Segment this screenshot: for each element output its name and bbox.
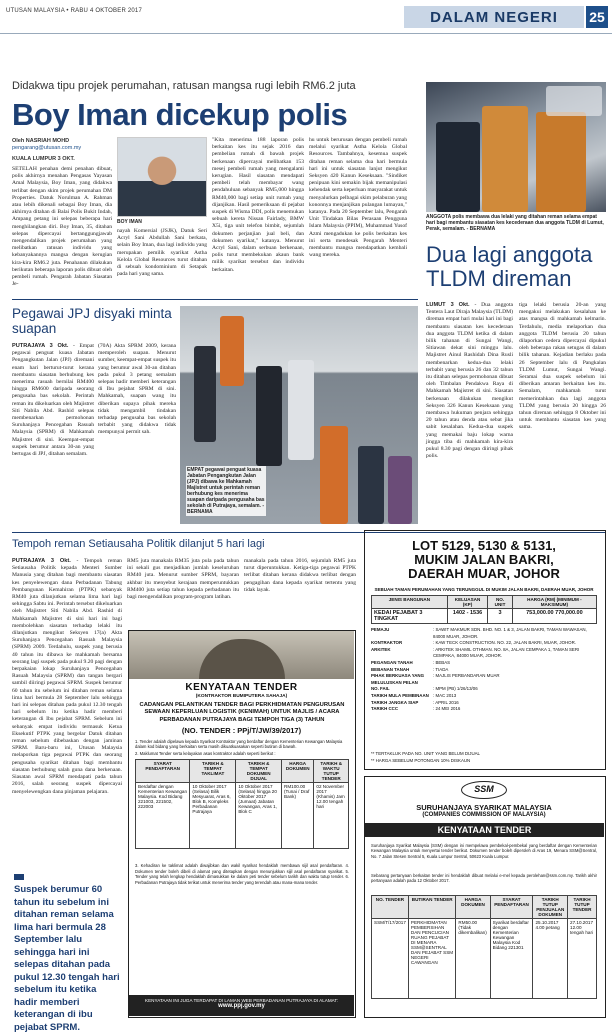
ad-detail-row [371,693,597,700]
page-header [0,0,612,34]
person-figure [358,446,384,524]
pull-quote: Suspek berumur 60 tahun itu sebelum ini ditahan reman selama lima hari bermula 28 September lalu sehingga hari ini selepas ditahan pada pukul 12.30 tengah hari sebelum itu ketika hadir memberi keterangan di ibu pejabat SPRM. [14,884,120,1033]
story2-headline: Dua lagi anggota TLDM direman [426,242,593,291]
col-header: KELUASAN (KP) [447,596,488,609]
table-cell: 10 Oktober 2017 (Selasa) Bilik Mesyuarat, Aras 6, Blok B, Kompleks Perbadanan Putrajaya [190,783,236,849]
story3-col2: (70A) Akta SPRM 2009, kerana memperoleh suapan. Menurut sumber, keempat-empat suspek itu yang berumur awal 30-an ditahan pada pukul 3 petang semalam selepas hadir memberi keterangan di Ibu pejabat SPRM di sini. Mahkamah, suapan wang itu diberikan supaya pihak mereka tidak mengambil tindakan terhadap pengusaha bas sekolah terbabit yang didakwa tidak mempunyai permit sah. [98,343,176,436]
ad-detail-row [371,673,597,686]
ad-detail-label: TARIKH MULA PEMBINAAN [371,692,429,698]
tender-intro2: 2. Maklumat Tender serta kelayakan asas kontraktor adalah seperti berikut : [135,751,276,756]
ad-detail-label: NO. FAIL [371,686,390,692]
ad-detail-value: : 24 MEI 2016 [433,706,461,712]
ad-detail-label: ARKITEK [371,646,391,652]
ad-detail-label: KONTRAKTOR [371,640,403,646]
tender-title: KENYATAAN TENDER [185,682,298,693]
table-cell: 25.10.2017 4.00 petang [533,919,568,999]
person-figure [194,346,216,442]
page-number: 25 [586,6,608,28]
story3-headline: Pegawai JPJ disyaki minta suapan [12,306,172,336]
story3-col1-text: - Empat pegawai penguat kuasa Jabatan Pengangkutan Jalan (JPJ) diremani enam hari berturut-turut kerana membantu siasatan berhubung kes menerima rasuah bernilai RM400 hingga RM600 daripada seorang pengusaha bas sekolah. Perintah reman itu dikeluarkan oleh Majistret Siti Nabila Abd. Rashid selepas membenarkan permohonan Suruhanjaya Pencegahan Rasuah Malaysia (SPRM) di Mahkamah Majistret di sini. Keempat-empat suspek berumur antara 30-an yang bertugas di JPJ, ditahan semalam. [12,343,94,458]
story2-dateline: LUMUT 3 Okt. [426,302,470,308]
tender-intro: 1. Tender adalah dipelawa kepada Syarikat Kontraktor yang berdaftar dengan Kementerian Kewangan Malaysia dalam kod bidang yang berkaitan serta masih dikuatkuasakan seperti butiran di bawah. [135,739,343,750]
land-sale-ad [364,530,606,770]
website-link[interactable]: www.ppj.gov.my [218,1003,265,1009]
tender-number: (NO. TENDER : PPj/T/JW/39/2017) [181,726,302,735]
suspect-figure [482,106,528,212]
ssm-org-name: SURUHANJAYA SYARIKAT MALAYSIA [416,803,552,812]
ad-detail-value: : SAWIT MAKMUR SDN. BHD. NO. 1 & 3, JALAN BAKRI, TAMAN WAWASAN, 84000 MUAR, JOHOR. [433,627,587,639]
story4-dateline: PUTRAJAYA 3 Okt. [12,558,71,564]
table-cell: 27.10.2017 12.00 tengah hari [568,919,597,999]
ad-detail-row [371,647,597,660]
story2-col1-text: - Dua anggota Tentera Laut Diraja Malaysia (TLDM) direman empat hari mulai hari ini bagi membantu siasatan kes kecederaan dua anggota TLDM ketika di dalam bilik tahanan di Sungai Wangi, Sitiawan dekat sini minggu lalu. Majistret Ainul Rashidah Dina Rusli membenarkan kedua-dua lelaki terbabit yang berusia 26 dan 32 tahun itu ditahan selepas permohonan dibuat oleh Timbalan Pendakwa Raya di Mahkamah Majistret di sini. Siasatan berkenaan dilakukan mengikut Seksyen 326 Kanun Keseksaan yang membawa hukuman penjara sehingga 20 tahun atau denda atau sebat jika sabit kesalahan. Kedua-dua suspek yang memakai baju lokap warna jingga tiba di mahkamah kira-kira pukul 8.30 pagi dengan diiringi pihak polis. [426,302,514,460]
portrait-caption: BOY IMAN [117,219,142,225]
ad-detail-row [371,667,597,674]
building-banner-image [129,631,354,679]
ad-detail-row [371,627,597,640]
boy-iman-portrait [117,137,207,217]
pull-quote-marker [14,874,24,880]
ad-details-list [371,627,597,713]
col-header: TARIKH TUTUP TENDER [568,896,597,919]
table-cell: 02 November 2017 (Khamis) Jam 12.00 tengah hari [314,783,349,849]
section-label: DALAM NEGERI [404,6,584,28]
story4-headline: Tempoh reman Setiausaha Politik dilanjut 5 hari lagi [12,538,265,550]
col-header: JENIS BANGUNAN [372,596,448,609]
ad-title-line2: MUKIM JALAN BAKRI, [414,552,554,567]
col-header: HARGA (RM) (MINIMUM - MAKSIMUM) [512,596,596,609]
tldm-photo-caption: ANGGOTA polis membawa dua lelaki yang ditahan reman selama empat hari bagi membantu siasatan kes kecederaan dua anggota TLDM di Lumut, Perak, semalam. - BERNAMA [426,214,604,232]
ad-detail-label: TARIKH JANGKA SIAP [371,699,419,705]
table-cell: SSM/T/17/2017 [372,919,409,999]
ad-detail-value: : ARKITEK SHAMIL OTHMAN. NO. 8A, JALAN CEMPAKA 1, TAMAN SERI CEMPAKA, 84000 MUAR, JOHOR. [433,646,580,659]
ad-detail-value: : MAJLIS PERBANDARAN MUAR [433,673,500,679]
col-header: HARGA DOKUMEN [456,896,490,919]
story1-col4: hu untuk berurusan dengan pembeli rumah melalui syarikat Astha Kelola Global Resources. Tambahnya, kesemua suspek ditahan reman selama dua hari bermula hari ini untuk siasatan lanjut mengikut Seksyen 420 Kanun Keseksaan. "Sindiket penipuan kini semakin bijak memanipulasi kehendak serta keperluan masyarakat untuk menyalurkan pelbagai skim pelaburan yang kononnya menjanjikan pulangan lumayan," katanya. Pada 20 September lalu, Pengarah Unit Tindakan Bilas Perasaan Pengguna Islam Malaysia (PPIM), Muhammad Yusof Azmi mengadukan ke polis berkaitan kes ini serta mendesak Pengarah Menteri membantu mangsa mendapatkan kembali wang mereka. [309,137,407,259]
ad-detail-row [371,706,597,713]
tldm-court-photo [426,82,606,212]
ssm-org-name-en: (COMPANIES COMMISSION OF MALAYSIA) [422,812,546,818]
col-header: SYARAT PENDAFTARAN [136,760,190,783]
ppj-tender-ad [128,630,356,1018]
ad-detail-label: BEBANAN TANAH [371,666,410,672]
table-cell: KEDAI PEJABAT 3 TINGKAT [372,609,448,624]
ad-footnote: ** TERTAKLUK PADA NO. UNIT YANG BELUM DIJUAL [371,751,480,756]
table-cell: PERKHIDMATAN PEMBERSIHAN DAN PENCUCIAN RUANG PEJABAT DI MENARA SSM@SENTRAL DAN PEJABAT SSM NEGERI CAWANGAN [408,919,456,999]
col-header: SYARAT PENDAFTARAN [490,896,533,919]
table-cell: 3 [488,609,513,624]
story4-col3: manakala pada tahun 2016, sejumlah RM5 juta turut diperuntukkan. Ketiga-tiga pegawai PTPK terlibat ditahan kerana didakwa terlibat dengan pengagihan dana kepada syarikat tertentu yang tidak layak. [244,558,356,593]
ad-detail-label: PIHAK BERKUASA YANG MELULUSKAN PELAN [371,673,425,685]
table-cell: RM100.00 (Tunai / Draf Bank) [282,783,314,849]
ad-detail-value: : KAW TECK CONSTRUCTION. NO. 22, JALAN BAKRI, MUAR, JOHOR. [433,640,576,646]
ssm-para1: Suruhanjaya Syarikat Malaysia (SSM) dengan ini mempelawa pembekal-pembekal yang berdaftar dengan Kementerian Kewangan Malaysia untuk menyertai tender berikut. Dokumen tender boleh diperoleh di Aras 19, Menara SSM@Sentral, No. 7 Jalan Stesen Sentral 5, Kuala Lumpur Sentral, 50623 Kuala Lumpur. [371,843,597,859]
ad-detail-row [371,686,597,693]
footer-text: KENYATAAN INI JUGA TERDAPAT DI LAMAN WEB PERBADANAN PUTRAJAYA DI ALAMAT: [145,998,338,1003]
col-header: TARIKH TUTUP PENJUALAN DOKUMEN [533,896,568,919]
table-cell: 10 Oktober 2017 (Selasa) hingga 20 Oktober 2017 (Jumaat) Jabatan Kewangan, Aras 1, Blok C [236,783,282,849]
story1-headline: Boy Iman dicekup polis [12,97,348,132]
police-officer-figure [436,122,480,212]
tender-footer [129,995,354,1016]
table-cell: 753,000.00 770,000.00 [512,609,596,624]
ad-detail-value: : TIADA [433,666,449,672]
col-header: TARIKH & WAKTU TUTUP TENDER [314,760,349,783]
person-figure [320,426,348,524]
story2-col1 [426,302,513,520]
story1-col2b: nayah Komersial (JSJK), Datuk Seri Acryl Sani Abdullah Sani berkata, selain Boy Iman, dua lagi individu yang merupakan pemilik syarikat Astha Kelola Global Resources turut ditahan di sebuah kondominium di Setapak pada hari yang sama. [117,228,207,278]
ad-detail-row [371,660,597,667]
ssm-tender-title: KENYATAAN TENDER [365,823,604,837]
ad-detail-label: PEGANGAN TANAH [371,659,413,665]
story4-col1-text: - Tempoh reman Setiausaha Politik kepada Menteri Sumber Manusia yang ditahan bagi membantu siasatan kes penyelewengan dana Perbadanan Tabung Pembangunan Kemahiran (PTPK) sebanyak RM40 juta dilanjutkan selama lima hari lagi sehingga Sabtu ini. Perintah tersebut dikeluarkan oleh Majistret Siti Nabila Abd. Rashid di Mahkamah Majistret di sini hari ini bagi membolehkan siasatan terhadap lelaki itu dilanjutkan mengikut Seksyen 17(a) Akta Suruhanjaya Pencegahan Rasuah Malaysia (SPRM) 2009. Terdahulu, suspek yang berusia 40 tahun itu dibawa ke mahkamah bersama seorang lagi suspek pada pukul 9.20 pagi dengan berpakaian lokap Suruhanjaya Pencegahan Rasuah Malaysia (SPRM) dan tangan bergari sambil diiringi pegawai SPRM. Suspek berumur 60 tahun itu sebelum ini ditahan reman selama lima hari bermula 28 September lalu sehingga hari ini selepas ditahan pada pukul 12.30 tengah hari sebelum itu ketika hadir memberi keterangan di Ibu pejabat SPRM. Sebelum ini sebanyak empat individu termasuk Ketua Eksekutif PTPK yang bergelar Datuk ditahan reman sebelum dibebaskan dengan jaminan SPRM. Baru-baru ini, Utusan Malaysia melaporkan tiga pegawai PTPK dan seorang pengusaha syarikat ditahan bagi membantu siasatan berhubung salah guna dana berkenaan. Siasatan awal SPRM mendapati pada tahun 2016, salah seorang suspek dipercayai menyelewengkan dana pinjaman pelajaran. [12,558,122,795]
publication-line: UTUSAN MALAYSIA • RABU 4 OKTOBER 2017 [6,8,142,14]
ad-detail-value: : BEBAS [433,659,451,665]
tender-info-table [135,759,349,849]
col-header: HARGA DOKUMEN [282,760,314,783]
ad-detail-value: : APRIL 2016 [433,699,459,705]
person-figure [220,316,244,386]
ad-detail-value: : MPM (PB) 1/26/13/06 [433,686,478,692]
ad-title-line1: LOT 5129, 5130 & 5131, [412,538,556,553]
land-price-table [371,595,597,624]
tender-description: CADANGAN PELANTIKAN TENDER BAGI PERKHIDMATAN PENGURUSAN SEWAAN KEPERLUAN LOGISTIK (KENIMAH) UNTUK MAJLIS / ACARA PERBADANAN PUTRAJAYA BAGI TEMPOH TIGA (3) TAHUN [139,702,345,723]
building-window [546,86,602,116]
story2-col2: tiga lelaki berusia 20-an yang mengakui melakukan kesalahan ke atas mangsa di mahkamah kelmarin. Terdahulu, media melaporkan dua anggota TLDM berusia 20 tahun dilaporkan cedera dipercayai dipukul oleh beberapa rakan setugas di dalam bilik tahanan. Kejadian berlaku pada 26 September lalu di Pangkalan TLDM Lumut, Sungai Wangi. Seramai dua suspek sebelum ini diberikan amaran berkaitan kes itu. Semalam, mahkamah turut memerintahkan dua lagi anggota TLDM yang berusia 20 hingga 26 tahun direman sehingga 8 Oktober ini untuk membantu siasatan kes yang sama. [519,302,606,431]
table-cell: 1402 - 1536 [447,609,488,624]
ad-title-line3: DAERAH MUAR, JOHOR [408,566,560,581]
person-figure [288,360,314,460]
story1-email: pengarang@utusan.com.my [12,145,82,151]
divider [12,299,418,300]
story1-dateline: KUALA LUMPUR 3 OKT. [12,156,75,162]
col-header: NO. TENDER [372,896,409,919]
ad-detail-row [371,640,597,647]
ad-detail-row [371,700,597,707]
ssm-tender-ad [364,776,606,1018]
ad-footnote: ** HARGA SEBELUM POTONGAN 10% DISKAUN [371,758,471,763]
col-header: TARIKH & TEMPAT TAKLIMAT [190,760,236,783]
suspect-figure-2 [536,112,586,212]
ad-detail-label: TARIKH CCC [371,706,398,712]
jpj-photo-caption: EMPAT pegawai penguat kuasa Jabatan Pengangkutan Jalan (JPJ) dibawa ke Mahkamah Majistret untuk perintah reman berhubung kes menerima suapan daripada pengusaha bas sekolah di Putrajaya, semalam. - BERNAMA [187,467,265,515]
story3-dateline: PUTRAJAYA 3 Okt. [12,343,69,349]
ssm-logo: SSM [461,781,507,799]
col-header: NO. UNIT [488,596,513,609]
ad-subtitle: SEBUAH TAMAN PERUMAHAN YANG TERUNGGUL DI MUKIM JALAN BAKRI, DAERAH MUAR, JOHOR [374,587,594,592]
ad-detail-value: : MAC 2013 [433,692,457,698]
table-cell: Berdaftar dengan Kementerian Kewangan Malaysia. Kod Bidang 221003, 221502, 222003 [136,783,190,849]
table-cell: Syarikat berdaftar dengan Kementerian Kewangan Malaysia Kod Bidang 221301 [490,919,533,999]
ssm-tender-table [371,895,597,999]
story1-col3: "Kita menerima 188 laporan polis berkaitan kes itu sejak 2016 dan pembelian rumah di bawah projek berkenaan dipercayai melibatkan 153 mesej pembeli rumah yang mengalami kerugian. Hasil siasatan mendapati pembeli telah membayar wang pendahuluan sebanyak RM5,000 hingga RM40,000 bagi setiap unit rumah yang dijanjikan. Hasil pemeriksaan di pejabat suspek di Wisma DDI, polis menemukan sebuah kereta Nissan Fairlady, BMW X5i, tiga unit telefon bimbit, sejumlah dokumen perjanjian jual beli, dan dokumen syarikat," katanya. Menurut Acryl Sani, dalam serbuan berkenaan, polis turut membekukan akaun bank milik syarikat tersebut dan individu berkaitan. [212,137,304,273]
col-header: BUTIRAN TENDER [408,896,456,919]
story1-kicker: Didakwa tipu projek perumahan, ratusan mangsa rugi lebih RM6.2 juta [12,80,356,92]
person-figure [256,366,282,466]
story4-col1 [12,558,122,868]
tender-subtitle: (KONTRAKTOR BUMIPUTERA SAHAJA) [195,694,288,699]
story1-col1: SETELAH penahan demi penahan dibuat, polis akhirnya menahan Pengasas Yayasan Amal Malaysia, Boy Iman, yang didakwa terlibat dengan skim projek perumahan DM Properties. Datuk Norulman A. Rahman atau lebih dikenali sebagai Boy Iman, dia akhirnya ditahan di Balai Polis Bukit Indah, Ampang petang ini selepas beberapa hari menghilangkan diri. Boy Iman, 35, ditahan selepas dipercayai bertanggungjawab mengendalikan projek perumahan yang melibatkan ratusan individu yang kebanyakannya mangsa dengan kerugian kira-kira RM6.2 juta. Penahanan dilakukan berikutan beberapa laporan polis dibuat oleh pembeli rumah. Pengarah Jabatan Siasatan Je- [12,166,112,288]
table-cell: RM50.00 (Tidak dikembalikan) [456,919,490,999]
story3-col1 [12,343,94,523]
ssm-para2: Sebarang pertanyaan berkaitan tender ini hendaklah dibuat melalui e-mel kepada perolehan@ssm.com.my. Tarikh akhir pertanyaan adalah pada 12 Oktober 2017. [371,873,597,884]
story1-byline: Oleh NASRIAH MOHD [12,138,70,144]
dome-shape [199,639,285,679]
story4-col2: RM5 juta manakala RM35 juta pula pada tahun ini sekali gus menjadikan jumlah keseluruhan RM40 juta. Menurut sumber SPRM, bayaran akhbar itu menyebut kerajaan memperuntukkan RM400 juta setiap tahun kepada perbadanan itu bagi mengendalikan program-program latihan. [127,558,239,601]
person-figure [388,456,412,524]
ad-detail-label: PEMAJU [371,627,390,632]
col-header: TARIKH & TEMPAT DOKUMEN DIJUAL [236,760,282,783]
tender-notes: 3. Kehadiran ke taklimat adalah diwajibkan dan wakil syarikat hendaklah membawa sijil asal pendaftaran. 4. Dokumen tender boleh dibeli di alamat yang ditetapkan dengan menunjukkan sijil asal pendaftaran syarikat. 5. Tender yang telah lengkap hendaklah dimasukkan ke dalam peti tender sebelum tarikh dan waktu tutup tender. 6. Perbadanan Putrajaya tidak terikat untuk menerima tender yang terendah atau mana-mana tender. [135,863,349,885]
